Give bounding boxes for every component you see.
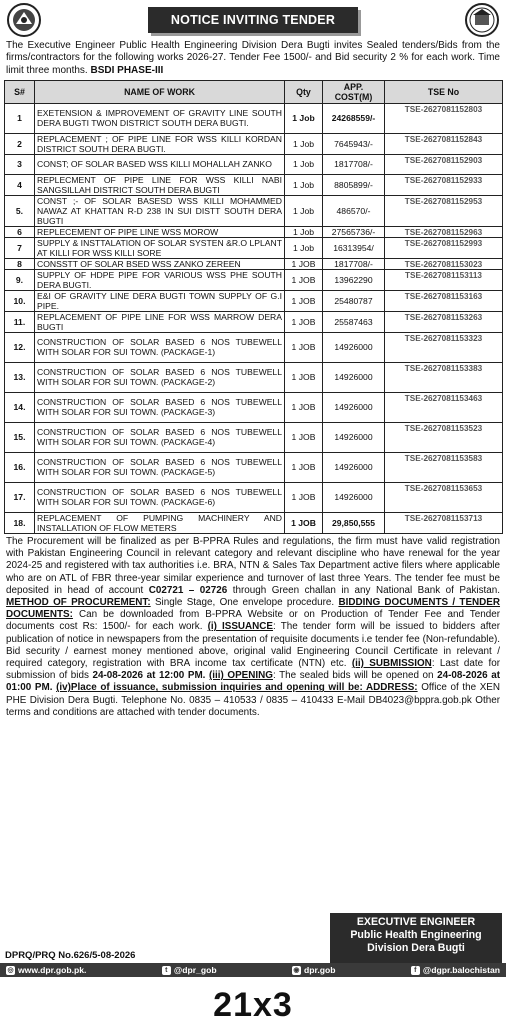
camera-icon: ◉	[293, 967, 300, 974]
row-tse-no: TSE-2627081153323	[385, 332, 503, 362]
row-sn: 2	[5, 133, 35, 154]
row-qty: 1 JOB	[285, 332, 323, 362]
row-tse-no: TSE-2627081153163	[385, 290, 503, 311]
issuance-label: (i) ISSUANCE	[207, 621, 274, 633]
facebook-text: @dgpr.balochistan	[422, 965, 500, 975]
notice-title: NOTICE INVITING TENDER	[148, 7, 358, 33]
row-qty: 1 JOB	[285, 290, 323, 311]
row-cost: 14926000	[323, 482, 385, 512]
table-row	[5, 269, 503, 290]
works-table	[4, 80, 503, 534]
row-sn: 15.	[5, 422, 35, 452]
row-tse-no: TSE-2627081153713	[385, 512, 503, 533]
row-cost: 486570/-	[323, 195, 385, 226]
row-work-name: EXETENSION & IMPROVEMENT OF GRAVITY LINE SOUTH DERA BUGTI TWON DISTRICT SOUTH DERA BUGTI.	[35, 103, 285, 133]
row-qty: 1 JOB	[285, 311, 323, 332]
intro-paragraph	[0, 40, 506, 77]
table-row	[5, 422, 503, 452]
row-qty: 1 Job	[285, 174, 323, 195]
footer-handle[interactable]	[292, 965, 336, 975]
col-header-sn: S#	[5, 80, 35, 103]
intro-text: The Executive Engineer Public Health Engineering Division Dera Bugti invites Sealed tenders/Bids from the firms/contractors for the following works 2026-27. Tender Fee 1500/- and Bid security 2 % for each work. Time limit three months.	[6, 40, 500, 76]
row-tse-no: TSE-2627081152803	[385, 103, 503, 133]
signature-department: Public Health Engineering	[350, 929, 482, 941]
row-work-name: REPLACEMENT ; OF PIPE LINE FOR WSS KILLI KORDAN DISTRICT SOUTH DERA BUGTI.	[35, 133, 285, 154]
col-header-tse: TSE No	[385, 80, 503, 103]
signature-box	[330, 913, 502, 965]
table-header-row	[5, 80, 503, 103]
handle-text: dpr.gob	[303, 965, 336, 975]
documents-label: BIDDING DOCUMENTS / TENDER DOCUMENTS:	[6, 596, 501, 621]
table-row	[5, 392, 503, 422]
row-tse-no: TSE-2627081153383	[385, 362, 503, 392]
globe-icon: ◎	[7, 967, 14, 974]
row-cost: 1817708/-	[323, 154, 385, 174]
table-row	[5, 133, 503, 154]
row-tse-no: TSE-2627081152933	[385, 174, 503, 195]
terms-text-5: : The tender form will be issued to bidders after publication of notice in newspapers from the presentation of requisite documents i.e tender fee (Non-refundable). Bid security / earnest money mentioned above, original valid Engineering Council Certificate in relevant / required category, registration with BRA income tax certificate (NTN) etc.	[6, 621, 500, 669]
row-cost: 14926000	[323, 392, 385, 422]
row-qty: 1 JOB	[285, 452, 323, 482]
terms-text-3: Single Stage, One envelope procedure.	[154, 596, 335, 608]
row-sn: 8	[5, 258, 35, 269]
row-cost: 25480787	[323, 290, 385, 311]
twitter-text: @dpr_gob	[173, 965, 217, 975]
row-cost: 16313954/	[323, 237, 385, 258]
row-work-name: CONST ;- OF SOLAR BASESD WSS KILLI MOHAMMED NAWAZ AT KHATTAN R-D 238 IN SUI DISTT SOUTH DERA BUGTI	[35, 195, 285, 226]
table-row	[5, 332, 503, 362]
row-sn: 5.	[5, 195, 35, 226]
row-work-name: E&I OF GRAVITY LINE DERA BUGTI TOWN SUPPLY OF G.I PIPE.	[35, 290, 285, 311]
row-work-name: CONSTRUCTION OF SOLAR BASED 6 NOS TUBEWELL WITH SOLAR FOR SUI TOWN. (PACKAGE-3)	[35, 392, 285, 422]
row-work-name: CONSTRUCTION OF SOLAR BASED 6 NOS TUBEWELL WITH SOLAR FOR SUI TOWN. (PACKAGE-5)	[35, 452, 285, 482]
col-header-work: NAME OF WORK	[35, 80, 285, 103]
table-row	[5, 237, 503, 258]
table-row	[5, 103, 503, 133]
website-text: www.dpr.gob.pk.	[18, 965, 87, 975]
row-sn: 3	[5, 154, 35, 174]
notice-header	[0, 0, 506, 40]
table-row	[5, 226, 503, 237]
row-work-name: REPLECMENT OF PIPE LINE FOR WSS KILLI NABI SANGSILLAH DISTRICT SOUTH DERA BUGTI	[35, 174, 285, 195]
row-cost: 27565736/-	[323, 226, 385, 237]
row-cost: 25587463	[323, 311, 385, 332]
row-cost: 14926000	[323, 362, 385, 392]
submission-label: (ii) SUBMISSION	[351, 657, 432, 669]
row-tse-no: TSE-2627081153653	[385, 482, 503, 512]
table-row	[5, 290, 503, 311]
address-label: (iv)Place of issuance, submission inquiries and opening will be: ADDRESS:	[56, 682, 418, 694]
row-tse-no: TSE-2627081153463	[385, 392, 503, 422]
footer-bar	[0, 963, 506, 977]
facebook-icon: f	[411, 966, 420, 975]
row-tse-no: TSE-2627081152993	[385, 237, 503, 258]
table-row	[5, 154, 503, 174]
row-sn: 7	[5, 237, 35, 258]
signature-title: EXECUTIVE ENGINEER	[356, 916, 476, 928]
terms-text-8: Office of the XEN PHE Division Dera Bugti. Telephone No. 0835 – 410533 / 0835 – 410433 E-Mail DB4023@bppra.gob.pk Other terms and conditions are attached with tender documents.	[6, 682, 501, 718]
row-tse-no: TSE-2627081152843	[385, 133, 503, 154]
phase-label: BSDI PHASE-III	[90, 64, 164, 76]
ad-size-code: 21x3	[213, 986, 293, 1024]
row-cost: 14926000	[323, 332, 385, 362]
row-work-name: REPLACEMENT OF PUMPING MACHINERY AND INSTALLATION OF FLOW METERS	[35, 512, 285, 533]
row-sn: 10.	[5, 290, 35, 311]
row-work-name: CONSTRUCTION OF SOLAR BASED 6 NOS TUBEWELL WITH SOLAR FOR SUI TOWN. (PACKAGE-6)	[35, 482, 285, 512]
row-work-name: SUPPLY & INSTTALATION OF SOLAR SYSTEN &R.O LPLANT AT KILLI FOR WSS KILLI SORE	[35, 237, 285, 258]
row-work-name: CONST; OF SOLAR BASED WSS KILLI MOHALLAH ZANKO	[35, 154, 285, 174]
row-work-name: REPLECEMENT OF PIPE LINE WSS MOROW	[35, 226, 285, 237]
department-logo-icon	[462, 2, 502, 38]
row-tse-no: TSE-2627081153263	[385, 311, 503, 332]
col-header-cost: APP. COST(M)	[323, 80, 385, 103]
row-tse-no: TSE-2627081152903	[385, 154, 503, 174]
row-qty: 1 JOB	[285, 482, 323, 512]
signature-division: Division Dera Bugti	[367, 942, 465, 954]
row-qty: 1 JOB	[285, 422, 323, 452]
row-sn: 12.	[5, 332, 35, 362]
row-qty: 1 JOB	[285, 269, 323, 290]
table-row	[5, 174, 503, 195]
row-qty: 1 Job	[285, 237, 323, 258]
row-sn: 18.	[5, 512, 35, 533]
twitter-icon: t	[162, 966, 171, 975]
table-row	[5, 258, 503, 269]
row-sn: 6	[5, 226, 35, 237]
row-cost: 29,850,555	[323, 512, 385, 533]
row-work-name: CONSTRUCTION OF SOLAR BASED 6 NOS TUBEWELL WITH SOLAR FOR SUI TOWN. (PACKAGE-4)	[35, 422, 285, 452]
row-qty: 1 Job	[285, 226, 323, 237]
row-tse-no: TSE-2627081153113	[385, 269, 503, 290]
footer-website[interactable]	[6, 965, 86, 975]
terms-text-7: : The sealed bids will be opened on	[272, 670, 434, 682]
submission-date: 24-08-2026 at 12:00 PM.	[92, 670, 206, 682]
row-tse-no: TSE-2627081152963	[385, 226, 503, 237]
row-cost: 14926000	[323, 422, 385, 452]
terms-text-1: The Procurement will be finalized as per B-PPRA Rules and regulations, the firm must have valid registration with Pakistan Engineering Council in relevant category and relevant discipline who have renewal for the year 2024-25 and registered with tax authorities i.e. BRA, NTN & Sales Tax Department active filers where applicable who are on ATL of FBR three-year similar experience and turnover of last three Years. The tender fee must be deposited in head of account	[6, 535, 500, 596]
row-work-name: CONSTRUCTION OF SOLAR BASED 6 NOS TUBEWELL WITH SOLAR FOR SUI TOWN. (PACKAGE-1)	[35, 332, 285, 362]
row-work-name: SUPPLY OF HDPE PIPE FOR VARIOUS WSS PHE SOUTH DERA BUGTI.	[35, 269, 285, 290]
row-sn: 17.	[5, 482, 35, 512]
opening-date: 24-08-2026 at 01:00 PM.	[6, 670, 501, 694]
row-qty: 1 JOB	[285, 258, 323, 269]
opening-label: (iii) OPENING	[209, 670, 273, 682]
row-sn: 1	[5, 103, 35, 133]
row-qty: 1 Job	[285, 154, 323, 174]
row-sn: 14.	[5, 392, 35, 422]
reference-number: DPRQ/PRQ No.626/5-08-2026	[5, 950, 136, 961]
row-sn: 9.	[5, 269, 35, 290]
table-row	[5, 452, 503, 482]
row-sn: 13.	[5, 362, 35, 392]
row-qty: 1 JOB	[285, 362, 323, 392]
row-sn: 4	[5, 174, 35, 195]
footer-twitter[interactable]	[162, 965, 217, 975]
terms-text-6: : Last date for submission of bids	[6, 657, 501, 682]
table-row	[5, 311, 503, 332]
row-qty: 1 JOB	[285, 512, 323, 533]
row-sn: 16.	[5, 452, 35, 482]
row-tse-no: TSE-2627081153523	[385, 422, 503, 452]
row-qty: 1 Job	[285, 195, 323, 226]
terms-text-2: through Green challan in any National Bank of Pakistan.	[232, 584, 500, 596]
row-work-name: CONSTRUCTION OF SOLAR BASED 6 NOS TUBEWELL WITH SOLAR FOR SUI TOWN. (PACKAGE-2)	[35, 362, 285, 392]
table-row	[5, 362, 503, 392]
table-row	[5, 512, 503, 533]
row-qty: 1 Job	[285, 133, 323, 154]
account-number: C02721 – 02726	[148, 584, 228, 596]
row-sn: 11.	[5, 311, 35, 332]
row-work-name: CONSSTT OF SOLAR BSED WSS ZANKO ZEREEN	[35, 258, 285, 269]
terms-text-4: Can be downloaded from B-PPRA Website or on Production of Tender Fee and Tender documents cost Rs: 1500/- for each work.	[6, 609, 500, 633]
footer-facebook[interactable]	[411, 965, 500, 975]
government-emblem-icon	[4, 2, 44, 38]
row-cost: 7645943/-	[323, 133, 385, 154]
table-row	[5, 195, 503, 226]
row-qty: 1 JOB	[285, 392, 323, 422]
row-cost: 14926000	[323, 452, 385, 482]
method-label: METHOD OF PROCUREMENT:	[6, 596, 151, 608]
row-tse-no: TSE-2627081152953	[385, 195, 503, 226]
col-header-qty: Qty	[285, 80, 323, 103]
row-cost: 24268559/-	[323, 103, 385, 133]
row-qty: 1 Job	[285, 103, 323, 133]
row-tse-no: TSE-2627081153023	[385, 258, 503, 269]
row-tse-no: TSE-2627081153583	[385, 452, 503, 482]
row-cost: 13962290	[323, 269, 385, 290]
table-row	[5, 482, 503, 512]
row-work-name: REPLACEMENT OF PIPE LINE FOR WSS MARROW DERA BUGTI	[35, 311, 285, 332]
terms-paragraph	[0, 534, 506, 719]
row-cost: 8805899/-	[323, 174, 385, 195]
row-cost: 1817708/-	[323, 258, 385, 269]
